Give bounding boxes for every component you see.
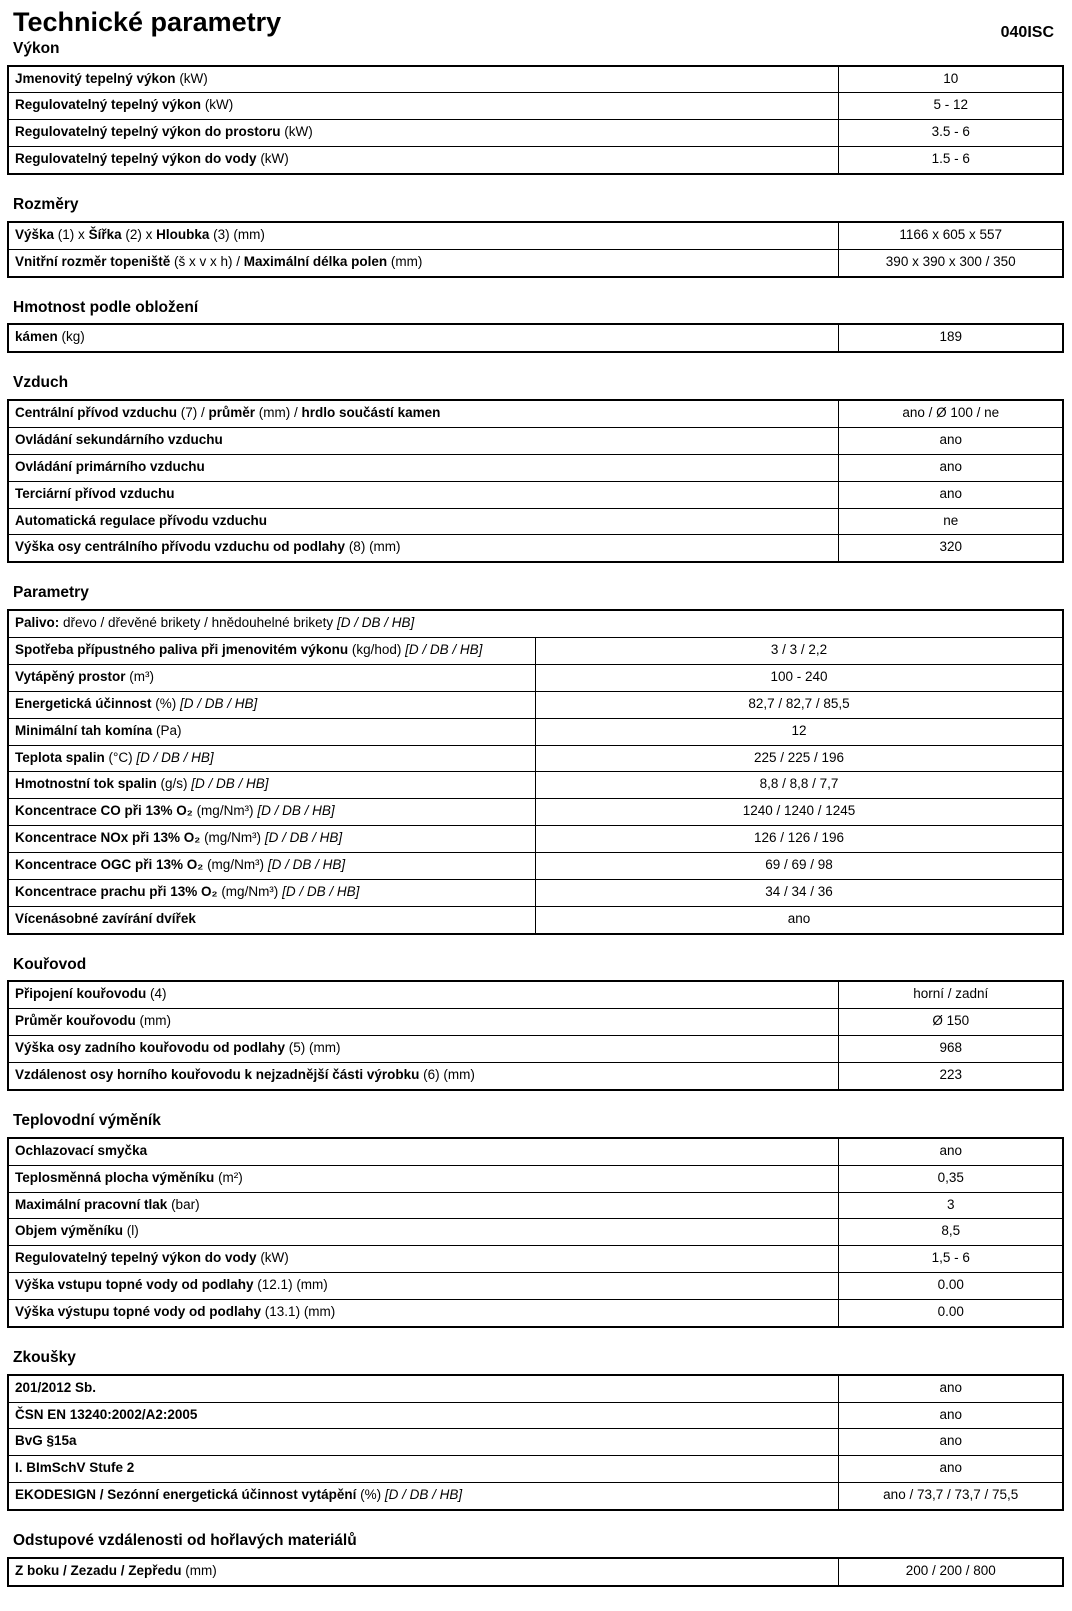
table-row	[8, 1456, 1063, 1483]
param-value: ano / Ø 100 / ne	[839, 400, 1063, 427]
param-label-segment: Objem výměníku	[15, 1223, 124, 1239]
table-row	[8, 1558, 1063, 1586]
param-label-segment: (g/s)	[156, 776, 192, 792]
sections-container	[7, 40, 1064, 1587]
param-label-segment: EKODESIGN / Sezónní energetická účinnost vytápění	[15, 1487, 357, 1503]
section-heading: Vzduch	[13, 374, 69, 392]
param-label-segment: Teplota spalin	[15, 749, 105, 765]
param-value: 320	[839, 535, 1063, 562]
table-row	[8, 120, 1063, 147]
param-label	[8, 1558, 839, 1586]
section-heading: Rozměry	[13, 196, 79, 213]
param-value: 968	[839, 1036, 1063, 1063]
param-label	[8, 66, 839, 93]
param-label	[8, 981, 839, 1008]
param-label-segment: (Pa)	[152, 722, 182, 738]
param-label-segment: Teplosměnná plocha výměníku	[15, 1169, 215, 1185]
table-row	[8, 610, 1063, 637]
param-label-segment: Vícenásobné zavírání dvířek	[15, 910, 196, 926]
param-label	[8, 1192, 839, 1219]
param-label-segment: (mg/Nm³)	[192, 803, 258, 819]
param-label	[8, 664, 536, 691]
param-label-segment: Terciární přívod vzduchu	[15, 485, 175, 501]
param-label-segment: Z boku / Zezadu / Zepředu	[15, 1562, 182, 1578]
param-label-segment: (%)	[151, 695, 181, 711]
param-label	[8, 879, 536, 906]
params-table	[7, 65, 1064, 176]
table-row	[8, 664, 1063, 691]
param-label-segment: Jmenovitý tepelný výkon	[15, 70, 176, 86]
param-label	[8, 249, 839, 276]
table-row	[8, 324, 1063, 352]
param-label-segment: (°C)	[104, 749, 137, 765]
param-label-segment: (kW)	[175, 70, 208, 86]
param-label	[8, 535, 839, 562]
param-label-segment: [D / DB / HB]	[180, 695, 258, 711]
param-label	[8, 1138, 839, 1165]
section-heading: Odstupové vzdálenosti od hořlavých materiálů	[13, 1532, 357, 1550]
page-title: Technické parametry	[13, 7, 282, 37]
param-value: 12	[536, 718, 1064, 745]
param-label-segment: Energetická účinnost	[15, 695, 152, 711]
param-label-segment: (mm)	[181, 1562, 217, 1578]
param-label-segment: (6) (mm)	[419, 1067, 475, 1083]
param-value: 1166 x 605 x 557	[839, 222, 1063, 249]
param-label	[8, 508, 839, 535]
param-value: 82,7 / 82,7 / 85,5	[536, 691, 1064, 718]
param-label-segment: Hmotnostní tok spalin	[15, 776, 157, 792]
param-label-segment: Koncentrace prachu při 13% O₂	[15, 883, 218, 899]
table-row	[8, 718, 1063, 745]
model-code: 040ISC	[1000, 24, 1054, 41]
param-label-segment: [D / DB / HB]	[336, 615, 415, 631]
param-label-segment: 201/2012 Sb.	[15, 1379, 97, 1395]
table-row	[8, 1192, 1063, 1219]
table-row	[8, 147, 1063, 174]
table-row	[8, 222, 1063, 249]
param-label-segment: [D / DB / HB]	[257, 803, 335, 819]
param-value: 0.00	[839, 1300, 1063, 1327]
param-label-segment: Výška vstupu topné vody od podlahy	[15, 1277, 254, 1293]
param-label-segment: Automatická regulace přívodu vzduchu	[15, 512, 268, 528]
param-label-segment: (5) (mm)	[285, 1040, 341, 1056]
table-row	[8, 1063, 1063, 1090]
table-row	[8, 400, 1063, 427]
param-value: 390 x 390 x 300 / 350	[839, 249, 1063, 276]
param-value: 3.5 - 6	[839, 120, 1063, 147]
param-label-segment: I. BImSchV Stufe 2	[15, 1460, 135, 1476]
table-row	[8, 1402, 1063, 1429]
section-heading: Hmotnost podle obložení	[13, 298, 199, 316]
param-value: 0.00	[839, 1273, 1063, 1300]
section-heading: Kouřovod	[13, 955, 87, 973]
params-table	[7, 221, 1064, 278]
param-value: 8,8 / 8,8 / 7,7	[536, 772, 1064, 799]
param-label	[8, 1375, 839, 1402]
param-value: 1,5 - 6	[839, 1246, 1063, 1273]
param-value: 189	[839, 324, 1063, 352]
param-label	[8, 1273, 839, 1300]
section-heading: Zkoušky	[13, 1348, 76, 1366]
params-table	[7, 609, 1064, 935]
param-label-segment: Spotřeba přípustného paliva při jmenovitém výkonu	[15, 642, 349, 657]
table-row	[8, 481, 1063, 508]
param-label	[8, 1402, 839, 1429]
param-label	[8, 853, 536, 880]
param-label	[8, 427, 839, 454]
param-label-segment: (š x v x h) /	[170, 253, 244, 269]
param-label-segment: Hloubka	[156, 226, 210, 242]
table-row	[8, 1273, 1063, 1300]
table-row	[8, 249, 1063, 276]
param-value: ano	[839, 1456, 1063, 1483]
param-label	[8, 1300, 839, 1327]
param-label	[8, 906, 536, 933]
param-label-segment: ČSN EN 13240:2002/A2:2005	[15, 1406, 198, 1422]
param-label-segment: (kg)	[57, 329, 85, 345]
param-label	[8, 799, 536, 826]
param-label-segment: (8) (mm)	[345, 539, 401, 555]
param-label-segment: (kW)	[256, 1250, 289, 1266]
table-row	[8, 66, 1063, 93]
param-label	[8, 691, 536, 718]
param-label-segment: Koncentrace OGC při 13% O₂	[15, 857, 204, 872]
table-row	[8, 853, 1063, 880]
param-label	[8, 1246, 839, 1273]
param-label	[8, 1483, 839, 1510]
param-label-segment: (4)	[146, 986, 167, 1002]
table-row	[8, 1036, 1063, 1063]
param-label-segment: (kg/hod)	[348, 642, 406, 657]
param-label-segment: Regulovatelný tepelný výkon do prostoru	[15, 124, 281, 140]
table-row	[8, 427, 1063, 454]
section-heading: Parametry	[13, 584, 89, 602]
table-row	[8, 745, 1063, 772]
param-label	[8, 718, 536, 745]
param-label	[8, 147, 839, 174]
param-value: ano	[839, 1429, 1063, 1456]
param-label-segment: (mg/Nm³)	[200, 830, 265, 846]
param-label-segment: BvG §15a	[15, 1433, 77, 1449]
param-value: 1.5 - 6	[839, 147, 1063, 174]
param-value: 0,35	[839, 1165, 1063, 1192]
param-label-segment: (7) /	[177, 405, 209, 421]
param-value: 8,5	[839, 1219, 1063, 1246]
param-label-segment: Ochlazovací smyčka	[15, 1142, 148, 1158]
table-row	[8, 93, 1063, 120]
param-label	[8, 1429, 839, 1456]
param-label-segment: (12.1) (mm)	[253, 1277, 328, 1293]
table-row	[8, 826, 1063, 853]
param-value: 5 - 12	[839, 93, 1063, 120]
param-value: 200 / 200 / 800	[839, 1558, 1063, 1586]
param-value: ano	[839, 427, 1063, 454]
param-label	[8, 400, 839, 427]
param-label	[8, 1219, 839, 1246]
param-label-segment: [D / DB / HB]	[282, 883, 360, 899]
param-value: 69 / 69 / 98	[536, 853, 1064, 880]
param-label-segment: dřevo / dřevěné brikety / hnědouhelné brikety	[59, 615, 337, 631]
params-table	[7, 399, 1064, 563]
table-row	[8, 799, 1063, 826]
params-table	[7, 1557, 1064, 1587]
param-label	[8, 610, 1063, 637]
param-value: 1240 / 1240 / 1245	[536, 799, 1064, 826]
param-value: horní / zadní	[839, 981, 1063, 1008]
param-label-segment: (%)	[356, 1487, 385, 1503]
table-row	[8, 1246, 1063, 1273]
param-label	[8, 454, 839, 481]
params-table	[7, 980, 1064, 1091]
param-value: ano	[536, 906, 1064, 933]
param-label-segment: Regulovatelný tepelný výkon do vody	[15, 151, 257, 167]
section-heading: Teplovodní výměník	[13, 1111, 161, 1129]
param-label-segment: Vzdálenost osy horního kouřovodu k nejzadnější části výrobku	[15, 1067, 420, 1083]
param-label-segment: Regulovatelný tepelný výkon do vody	[15, 1250, 257, 1266]
param-label-segment: Minimální tah komína	[15, 722, 153, 738]
param-label	[8, 481, 839, 508]
params-table	[7, 1374, 1064, 1511]
param-label-segment: Maximální délka polen	[243, 253, 388, 269]
param-label-segment: (bar)	[167, 1196, 200, 1212]
param-label-segment: (3) (mm)	[209, 226, 265, 242]
param-label	[8, 826, 536, 853]
param-label-segment: Výška	[15, 226, 55, 242]
param-value: ano	[839, 1138, 1063, 1165]
table-row	[8, 1483, 1063, 1510]
param-label-segment: (mg/Nm³)	[203, 857, 268, 872]
table-row	[8, 691, 1063, 718]
param-label	[8, 745, 536, 772]
param-value: Ø 150	[839, 1009, 1063, 1036]
param-value: ano	[839, 1375, 1063, 1402]
table-row	[8, 454, 1063, 481]
table-row	[8, 508, 1063, 535]
param-label-segment: Šířka	[88, 226, 122, 242]
table-row	[8, 1138, 1063, 1165]
table-row	[8, 906, 1063, 933]
param-label	[8, 93, 839, 120]
param-value: 10	[839, 66, 1063, 93]
param-label-segment: (kW)	[201, 97, 234, 113]
param-value: ano / 73,7 / 73,7 / 75,5	[839, 1483, 1063, 1510]
table-row	[8, 981, 1063, 1008]
param-label-segment: [D / DB / HB]	[264, 830, 343, 846]
param-label-segment: (l)	[123, 1223, 139, 1239]
param-label	[8, 120, 839, 147]
param-label	[8, 222, 839, 249]
param-label-segment: (m³)	[125, 668, 155, 684]
param-label-segment: [D / DB / HB]	[191, 776, 269, 792]
param-label-segment: Ovládání primárního vzduchu	[15, 458, 205, 474]
table-row	[8, 772, 1063, 799]
table-row	[8, 1429, 1063, 1456]
param-label	[8, 1165, 839, 1192]
param-value: 34 / 34 / 36	[536, 879, 1064, 906]
param-label-segment: (mm)	[387, 253, 423, 269]
param-label	[8, 638, 536, 665]
param-label-segment: (mg/Nm³)	[217, 883, 283, 899]
param-label	[8, 324, 839, 352]
param-label-segment: [D / DB / HB]	[405, 642, 483, 657]
param-label-segment: Koncentrace NOx při 13% O₂	[15, 830, 201, 846]
table-row	[8, 1009, 1063, 1036]
param-value: 126 / 126 / 196	[536, 826, 1064, 853]
param-value: ano	[839, 1402, 1063, 1429]
param-label-segment: (2) x	[121, 226, 157, 242]
param-label-segment: kámen	[15, 329, 58, 345]
param-label	[8, 1456, 839, 1483]
param-label-segment: Výška výstupu topné vody od podlahy	[15, 1304, 262, 1319]
table-row	[8, 638, 1063, 665]
table-row	[8, 879, 1063, 906]
param-label	[8, 772, 536, 799]
param-label-segment: Ovládání sekundárního vzduchu	[15, 431, 223, 447]
param-value: 3 / 3 / 2,2	[536, 638, 1064, 665]
param-label	[8, 1009, 839, 1036]
param-value: ano	[839, 454, 1063, 481]
param-label	[8, 1063, 839, 1090]
param-value: 223	[839, 1063, 1063, 1090]
param-label-segment: Maximální pracovní tlak	[15, 1196, 168, 1212]
table-row	[8, 1375, 1063, 1402]
param-label-segment: (1) x	[54, 226, 89, 242]
param-label-segment: hrdlo součástí kamen	[301, 405, 441, 421]
section-heading: Výkon	[13, 39, 60, 57]
table-row	[8, 535, 1063, 562]
table-row	[8, 1300, 1063, 1327]
param-value: 225 / 225 / 196	[536, 745, 1064, 772]
param-label-segment: [D / DB / HB]	[384, 1487, 463, 1503]
param-label-segment: Palivo:	[15, 615, 60, 631]
param-label-segment: Průměr kouřovodu	[15, 1013, 136, 1029]
param-value: ne	[839, 508, 1063, 535]
param-label-segment: průměr	[208, 405, 256, 421]
param-label-segment: (13.1) (mm)	[261, 1304, 336, 1319]
param-value: 3	[839, 1192, 1063, 1219]
param-label-segment: Koncentrace CO při 13% O₂	[15, 803, 193, 819]
param-label-segment: [D / DB / HB]	[136, 749, 214, 765]
params-table	[7, 1137, 1064, 1328]
param-label-segment: (kW)	[280, 124, 313, 140]
param-label-segment: Centrální přívod vzduchu	[15, 405, 178, 421]
params-table	[7, 323, 1064, 353]
param-label-segment: Vnitřní rozměr topeniště	[15, 253, 171, 269]
param-value: ano	[839, 481, 1063, 508]
param-label-segment: (m²)	[214, 1169, 243, 1185]
param-label-segment: (mm)	[135, 1013, 172, 1029]
table-row	[8, 1165, 1063, 1192]
param-label-segment: (mm) /	[255, 405, 302, 421]
param-label-segment: Výška osy centrálního přívodu vzduchu od podlahy	[15, 539, 346, 555]
param-label-segment: [D / DB / HB]	[267, 857, 346, 872]
param-label-segment: Regulovatelný tepelný výkon	[15, 97, 202, 113]
param-value: 100 - 240	[536, 664, 1064, 691]
param-label-segment: Připojení kouřovodu	[15, 986, 147, 1002]
param-label-segment: Vytápěný prostor	[15, 668, 126, 684]
param-label-segment: (kW)	[256, 151, 289, 167]
param-label-segment: Výška osy zadního kouřovodu od podlahy	[15, 1040, 286, 1056]
table-row	[8, 1219, 1063, 1246]
param-label	[8, 1036, 839, 1063]
